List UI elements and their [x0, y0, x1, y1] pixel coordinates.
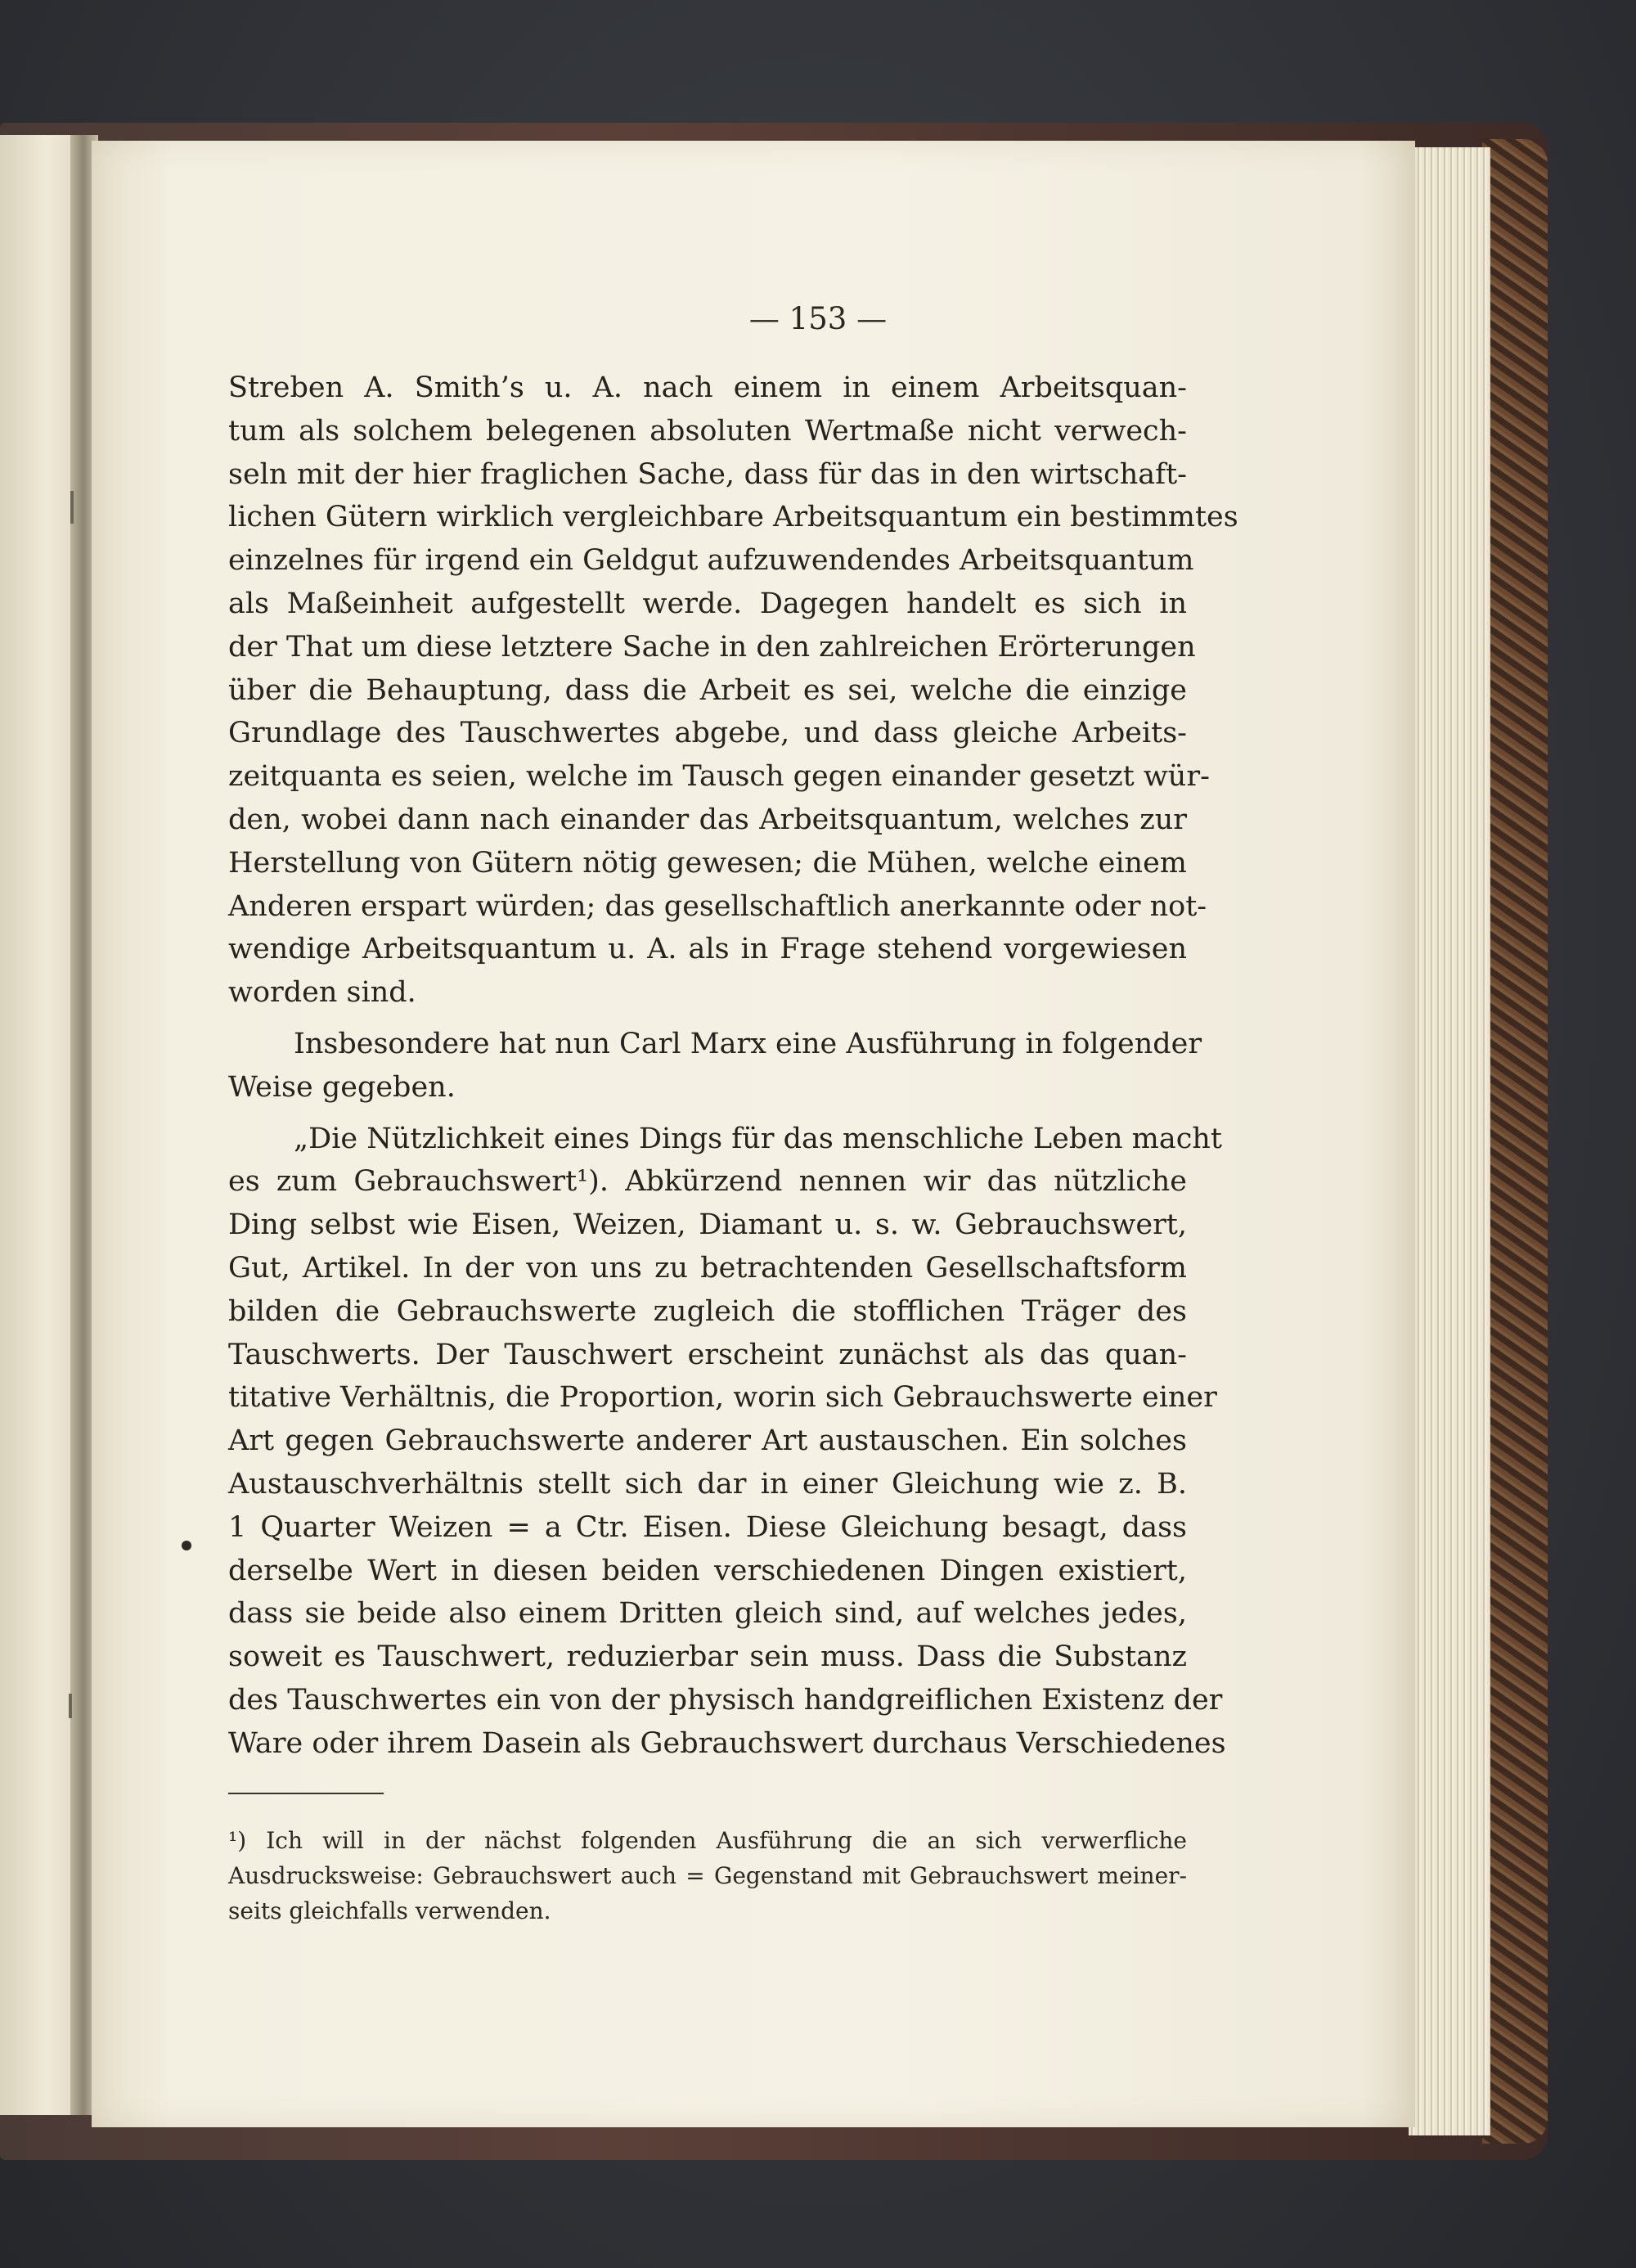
body-line: der That um diese letztere Sache in den zahlreichen Erörterungen [228, 630, 1196, 664]
body-line: Art gegen Gebrauchswerte anderer Art austauschen. Ein solches [228, 1424, 1187, 1458]
body-line: Ware oder ihrem Dasein als Gebrauchswert durchaus Verschiedenes [228, 1726, 1226, 1760]
body-line: lichen Gütern wirklich vergleichbare Arbeitsquantum ein bestimmtes [228, 501, 1238, 534]
body-line: Grundlage des Tauschwertes abgebe, und dass gleiche Arbeits- [228, 717, 1187, 750]
body-line: soweit es Tauschwert, reduzierbar sein muss. Dass die Substanz [228, 1640, 1187, 1674]
left-page-edge [0, 135, 79, 2115]
body-line: Herstellung von Gütern nötig gewesen; die Mühen, welche einem [228, 846, 1187, 880]
body-line: Weise gegeben. [228, 1070, 456, 1104]
footnote-line: Ausdrucksweise: Gebrauchswert auch = Gegenstand mit Gebrauchswert meiner- [228, 1862, 1187, 1889]
body-line: titative Verhältnis, die Proportion, worin sich Gebrauchswerte einer [228, 1381, 1217, 1415]
body-line: Insbesondere hat nun Carl Marx eine Ausführung in folgender [294, 1027, 1202, 1060]
margin-dot [182, 1541, 191, 1550]
footnote-line: ¹) Ich will in der nächst folgenden Ausführung die an sich verwerfliche [228, 1827, 1187, 1854]
body-line: dass sie beide also einem Dritten gleich sind, auf welches jedes, [228, 1597, 1187, 1631]
marbled-cover-edge [1482, 139, 1548, 2144]
body-line: es zum Gebrauchswert¹). Abkürzend nennen wir das nützliche [228, 1165, 1187, 1199]
body-line: Streben A. Smith’s u. A. nach einem in einem Arbeitsquan- [228, 371, 1187, 404]
body-line: seln mit der hier fraglichen Sache, dass für das in den wirtschaft- [228, 457, 1187, 491]
paragraph-gap [228, 1109, 1187, 1118]
page-block-edges [1409, 147, 1490, 2135]
body-line: worden sind. [228, 976, 416, 1010]
footnote-line: seits gleichfalls verwenden. [228, 1897, 551, 1924]
body-line: zeitquanta es seien, welche im Tausch gegen einander gesetzt wür- [228, 760, 1210, 794]
body-line: derselbe Wert in diesen beiden verschiedenen Dingen existiert, [228, 1554, 1187, 1587]
body-line: „Die Nützlichkeit eines Dings für das menschliche Leben macht [294, 1122, 1222, 1155]
body-line: des Tauschwertes ein von der physisch handgreiflichen Existenz der [228, 1683, 1223, 1717]
body-line: tum als solchem belegenen absoluten Wertmaße nicht verwech- [228, 414, 1187, 448]
body-line: Gut, Artikel. In der von uns zu betrachtenden Gesellschaftsform [228, 1251, 1187, 1285]
body-line: wendige Arbeitsquantum u. A. als in Frage stehend vorgewiesen [228, 933, 1187, 966]
margin-mark [69, 1694, 72, 1718]
body-line: über die Behauptung, dass die Arbeit es sei, welche die einzige [228, 673, 1187, 707]
body-text [228, 367, 1238, 1766]
body-line: den, wobei dann nach einander das Arbeitsquantum, welches zur [228, 803, 1187, 836]
paragraph-gap [228, 1015, 1187, 1023]
body-line: 1 Quarter Weizen = a Ctr. Eisen. Diese Gleichung besagt, dass [228, 1510, 1187, 1544]
body-line: als Maßeinheit aufgestellt werde. Dagegen handelt es sich in [228, 587, 1187, 620]
body-line: Anderen erspart würden; das gesellschaftlich anerkannte oder not- [228, 889, 1207, 923]
body-line: Tauschwerts. Der Tauschwert erscheint zunächst als das quan- [228, 1338, 1187, 1371]
margin-mark [70, 491, 74, 524]
page-number: — 153 — [748, 301, 888, 336]
body-line: Austauschverhältnis stellt sich dar in einer Gleichung wie z. B. [228, 1467, 1187, 1501]
body-line: einzelnes für irgend ein Geldgut aufzuwendendes Arbeitsquantum [228, 544, 1194, 578]
body-line: bilden die Gebrauchswerte zugleich die stofflichen Träger des [228, 1294, 1187, 1328]
body-line: Ding selbst wie Eisen, Weizen, Diamant u. s. w. Gebrauchswert, [228, 1208, 1187, 1242]
footnote-separator [228, 1793, 384, 1794]
footnotes [228, 1823, 1187, 1928]
